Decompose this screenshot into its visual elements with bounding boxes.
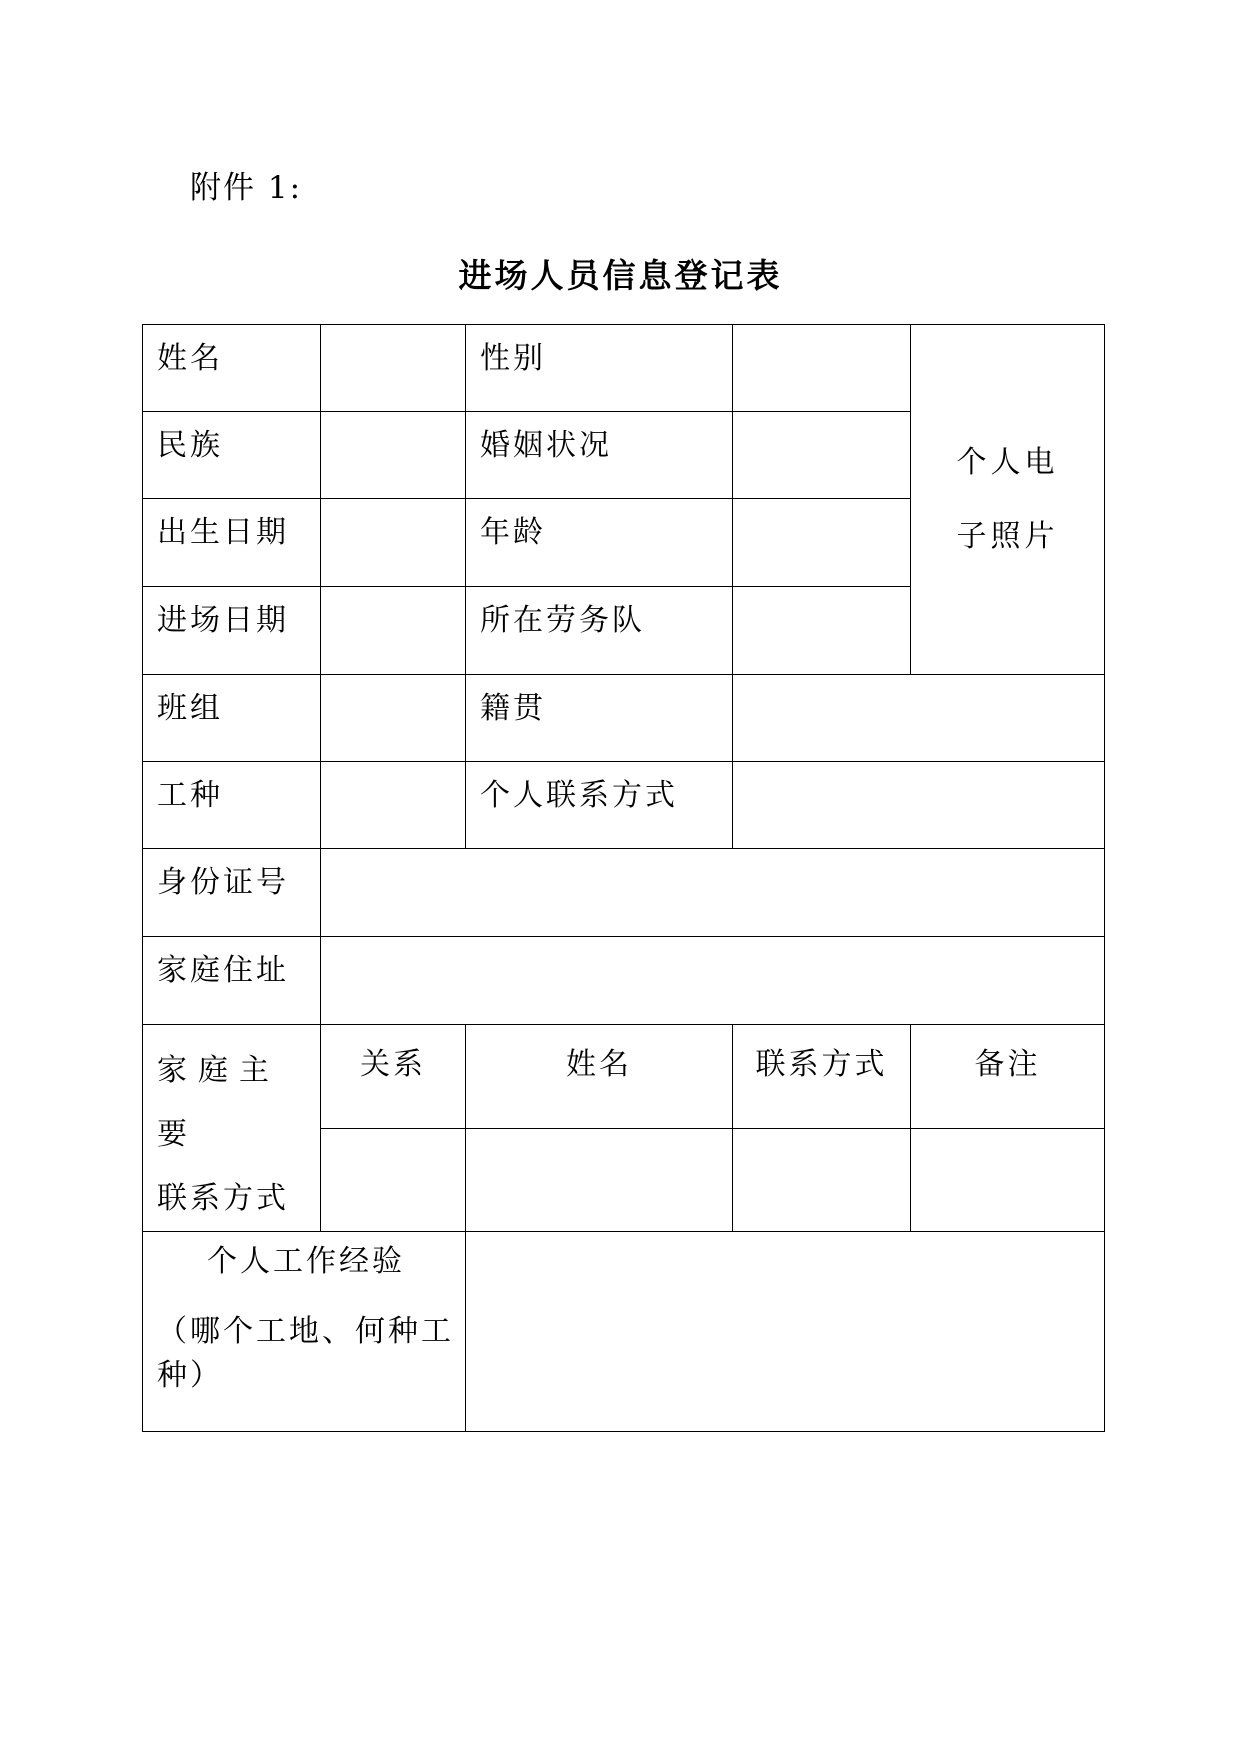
job-type-label: 工种 (157, 778, 223, 813)
name-label: 姓名 (157, 341, 223, 376)
table-row (143, 675, 1105, 762)
table-row (143, 325, 1105, 412)
photo-label-line1: 个人电 (956, 444, 1059, 480)
marital-status-field[interactable] (733, 412, 911, 499)
form-title: 进场人员信息登记表 (458, 256, 783, 295)
header-cell (911, 1025, 1105, 1129)
name-field[interactable] (321, 325, 466, 412)
ethnicity-field[interactable] (321, 412, 466, 499)
birth-date-field[interactable] (321, 499, 466, 587)
label-cell (466, 587, 733, 675)
photo-box[interactable] (911, 325, 1105, 675)
label-cell (466, 762, 733, 849)
entry-date-field[interactable] (321, 587, 466, 675)
annex-label: 附件 1: (190, 170, 303, 206)
gender-label: 性别 (480, 341, 546, 376)
labor-team-field[interactable] (733, 587, 911, 675)
entry-date-label: 进场日期 (157, 603, 289, 638)
label-cell (143, 675, 321, 762)
id-number-field[interactable] (321, 849, 1105, 937)
native-place-field[interactable] (733, 675, 1105, 762)
relation-header: 关系 (360, 1047, 426, 1082)
label-cell (143, 499, 321, 587)
label-cell (466, 412, 733, 499)
age-field[interactable] (733, 499, 911, 587)
table-row (143, 1232, 1105, 1432)
label-cell (143, 762, 321, 849)
table-row (143, 937, 1105, 1025)
registration-form-table (142, 324, 1105, 1432)
table-row (143, 762, 1105, 849)
relation-field[interactable] (321, 1128, 466, 1232)
remarks-field[interactable] (911, 1128, 1105, 1232)
label-cell (143, 849, 321, 937)
header-cell (321, 1025, 466, 1129)
job-type-field[interactable] (321, 762, 466, 849)
gender-field[interactable] (733, 325, 911, 412)
id-number-label: 身份证号 (157, 865, 289, 900)
table-row (143, 849, 1105, 937)
work-experience-field[interactable] (466, 1232, 1105, 1432)
label-cell (143, 587, 321, 675)
remarks-header: 备注 (974, 1047, 1041, 1082)
work-group-label: 班组 (157, 691, 223, 726)
family-name-header: 姓名 (566, 1047, 632, 1082)
label-cell (466, 325, 733, 412)
header-cell (733, 1025, 911, 1129)
work-experience-label-cell (143, 1232, 466, 1432)
table-row (143, 1025, 1105, 1129)
work-experience-label-line1: 个人工作经验 (207, 1244, 405, 1279)
labor-team-label: 所在劳务队 (480, 603, 645, 638)
home-address-label: 家庭住址 (157, 953, 289, 988)
personal-contact-field[interactable] (733, 762, 1105, 849)
family-contact-field[interactable] (733, 1128, 911, 1232)
family-contact-label-line2: 联系方式 (157, 1181, 289, 1216)
personal-contact-label: 个人联系方式 (480, 778, 678, 813)
work-group-field[interactable] (321, 675, 466, 762)
work-experience-label-line3: 种） (157, 1358, 223, 1393)
family-contact-label-line1: 家庭主要 (157, 1053, 280, 1152)
native-place-label: 籍贯 (480, 691, 546, 726)
photo-label-line2: 子照片 (956, 518, 1059, 554)
label-cell (143, 937, 321, 1025)
label-cell (143, 325, 321, 412)
header-cell (466, 1025, 733, 1129)
ethnicity-label: 民族 (157, 428, 223, 463)
marital-status-label: 婚姻状况 (480, 428, 612, 463)
home-address-field[interactable] (321, 937, 1105, 1025)
birth-date-label: 出生日期 (157, 515, 289, 550)
label-cell (466, 675, 733, 762)
label-cell (466, 499, 733, 587)
family-contact-label-cell (143, 1025, 321, 1232)
family-name-field[interactable] (466, 1128, 733, 1232)
work-experience-label-line2: （哪个工地、何种工 (157, 1314, 454, 1349)
family-contact-header: 联系方式 (755, 1047, 888, 1082)
age-label: 年龄 (480, 515, 546, 550)
label-cell (143, 412, 321, 499)
